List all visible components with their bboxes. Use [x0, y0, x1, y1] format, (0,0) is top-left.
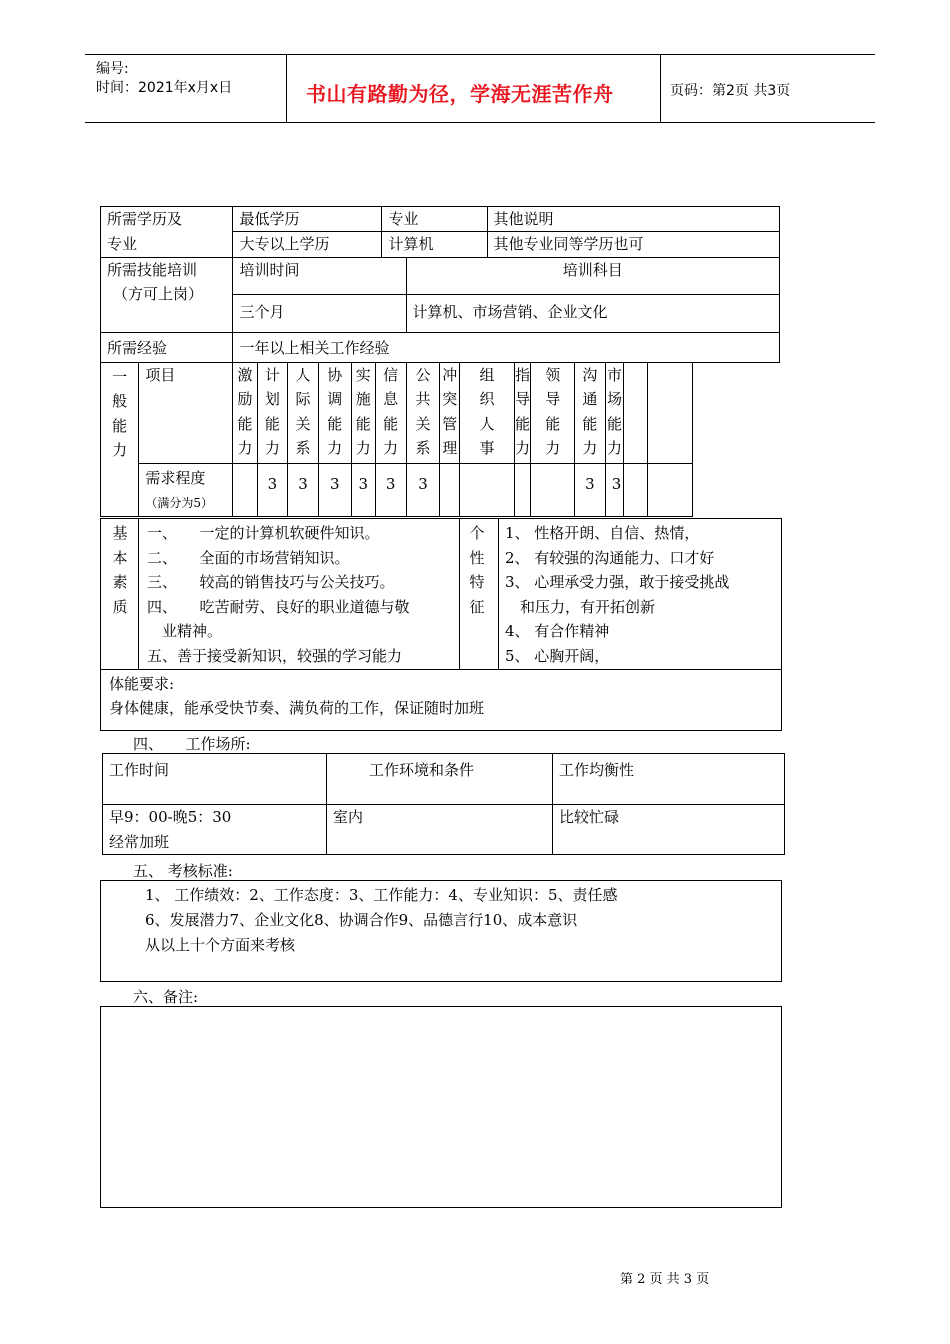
- header-divider: [660, 55, 661, 122]
- min-education-header: 最低学历: [233, 207, 381, 232]
- training-subject-header: 培训科目: [406, 257, 779, 294]
- other-notes-cell: [487, 207, 779, 258]
- ability-item-label: 项目: [139, 362, 233, 463]
- ability-column-10: 指 导 能 力: [514, 362, 530, 463]
- assessment-box: [100, 880, 782, 982]
- assessment-line: 6、发展潜力7、企业文化8、协调合作9、品德言行10、成本意识: [145, 911, 578, 929]
- personality-item: 和压力，有开拓创新: [505, 597, 656, 616]
- notes-title: 六、备注:: [133, 988, 199, 1006]
- personality-label: 个 性 特 征: [469, 524, 485, 616]
- skill-training-label: [101, 257, 233, 332]
- physical-value: 身体健康，能承受快节奏、满负荷的工作，保证随时加班: [109, 699, 485, 717]
- ability-value-14: [624, 463, 648, 516]
- ability-column-9: 组 织 人 事: [460, 362, 515, 463]
- workplace-title: 四、 工作场所:: [133, 735, 251, 753]
- ability-value-10: [514, 463, 530, 516]
- skill-training-line1: 所需技能培训: [107, 260, 198, 279]
- training-time-value: 三个月: [233, 294, 406, 332]
- quality-divider: [459, 519, 460, 669]
- doc-number-label: 编号:: [96, 61, 129, 77]
- assessment-line: 1、 工作绩效：2、工作态度：3、工作能力：4、专业知识：5、责任感: [145, 886, 618, 904]
- work-env-header: 工作环境和条件: [327, 754, 553, 805]
- ability-column-7: 公 共 关 系: [406, 362, 440, 463]
- personality-item: 5、 心胸开阔，: [505, 646, 610, 665]
- ability-column-14: [624, 362, 648, 463]
- header-divider: [286, 55, 287, 122]
- work-env-value: 室内: [327, 805, 553, 855]
- basic-quality-item: 五、善于接受新知识，较强的学习能力: [147, 646, 403, 665]
- major-header: 专业: [382, 207, 486, 232]
- work-time-line2: 经常加班: [109, 832, 170, 851]
- ability-value-13: 3: [605, 463, 624, 516]
- ability-column-4: 协 调 能 力: [318, 362, 351, 463]
- major-value: 计算机: [388, 235, 434, 253]
- personality-item: 2、 有较强的沟通能力、口才好: [505, 548, 715, 567]
- work-time-value: [103, 805, 327, 855]
- ability-value-4: 3: [318, 463, 351, 516]
- ability-column-6: 信 息 能 力: [375, 362, 406, 463]
- footer-page-number: 第 2 页 共 3 页: [620, 1272, 710, 1287]
- ability-value-15: [648, 463, 693, 516]
- work-time-line1: 早9：00-晚5：30: [109, 808, 232, 826]
- header-top-rule: [85, 54, 875, 55]
- header-bottom-rule: [85, 122, 875, 123]
- training-time-header: 培训时间: [233, 257, 406, 294]
- ability-value-11: [531, 463, 575, 516]
- basic-quality-list: [147, 521, 457, 668]
- other-notes-header: 其他说明: [488, 207, 779, 232]
- workplace-table: [102, 753, 785, 855]
- basic-quality-item: 三、 较高的销售技巧与公关技巧。: [147, 573, 395, 591]
- personality-item: 4、 有合作精神: [505, 622, 610, 640]
- doc-time-label: 时间：2021年x月x日: [96, 80, 233, 96]
- ability-column-15: [648, 362, 693, 463]
- ability-value-1: [233, 463, 257, 516]
- other-notes-value: 其他专业同等学历也可: [493, 235, 644, 253]
- ability-column-2: 计 划 能 力: [257, 362, 288, 463]
- basic-quality-label: 基 本 素 质: [112, 524, 128, 616]
- physical-label: 体能要求:: [109, 675, 175, 693]
- notes-box: [100, 1006, 782, 1208]
- assessment-line: 从以上十个方面来考核: [145, 936, 296, 954]
- ability-value-8: [440, 463, 460, 516]
- ability-value-3: 3: [288, 463, 319, 516]
- ability-value-5: 3: [351, 463, 375, 516]
- ability-column-13: 市 场 能 力: [605, 362, 624, 463]
- work-balance-header: 工作均衡性: [553, 754, 785, 805]
- page-indicator: 页码：第2页 共3页: [670, 83, 791, 99]
- ability-column-8: 冲 突 管 理: [440, 362, 460, 463]
- ability-column-12: 沟 通 能 力: [575, 362, 606, 463]
- ability-value-2: 3: [257, 463, 288, 516]
- education-label: [101, 207, 233, 258]
- skill-training-line2: （方可上岗）: [113, 285, 204, 303]
- physical-section: [100, 668, 782, 731]
- work-time-header: 工作时间: [103, 754, 327, 805]
- basic-quality-item: 四、 吃苦耐劳、良好的职业道德与敬: [147, 597, 410, 616]
- ability-value-9: [460, 463, 515, 516]
- ability-value-6: 3: [375, 463, 406, 516]
- job-requirements-table: [100, 206, 780, 517]
- demand-level-label: [139, 463, 233, 516]
- training-subject-value: 计算机、市场营销、企业文化: [406, 294, 779, 332]
- personality-list: [505, 521, 781, 668]
- personality-item: 3、 心理承受力强，敢于接受挑战: [505, 573, 730, 591]
- assessment-title: 五、 考核标准:: [133, 862, 233, 880]
- quality-section: [100, 518, 782, 670]
- quality-divider: [138, 519, 139, 669]
- general-ability-label-text: 一 般 能 力: [112, 367, 128, 459]
- header-motto: 书山有路勤为径，学海无涯苦作舟: [306, 82, 614, 106]
- ability-value-12: 3: [575, 463, 606, 516]
- education-label-line1: 所需学历及: [107, 210, 183, 228]
- general-ability-label: [101, 362, 139, 516]
- quality-divider: [498, 519, 499, 669]
- personality-item: 1、 性格开朗、自信、热情，: [505, 524, 700, 542]
- major-cell: [382, 207, 487, 258]
- basic-quality-item: 二、 全面的市场营销知识。: [147, 548, 350, 567]
- min-education-value: 大专以上学历: [239, 235, 330, 253]
- experience-value: 一年以上相关工作经验: [233, 332, 780, 362]
- ability-column-3: 人 际 关 系: [288, 362, 319, 463]
- experience-label: 所需经验: [101, 332, 233, 362]
- min-education-cell: [233, 207, 382, 258]
- basic-quality-item: 一、 一定的计算机软硬件知识。: [147, 524, 380, 542]
- ability-column-5: 实 施 能 力: [351, 362, 375, 463]
- work-balance-value: 比较忙碌: [553, 805, 785, 855]
- demand-level-note: （满分为5）: [145, 496, 213, 510]
- ability-value-7: 3: [406, 463, 440, 516]
- basic-quality-item: 业精神。: [147, 622, 223, 640]
- education-label-line2: 专业: [107, 234, 138, 253]
- ability-column-1: 激 励 能 力: [233, 362, 257, 463]
- demand-level-text: 需求程度: [145, 468, 206, 487]
- ability-column-11: 领 导 能 力: [531, 362, 575, 463]
